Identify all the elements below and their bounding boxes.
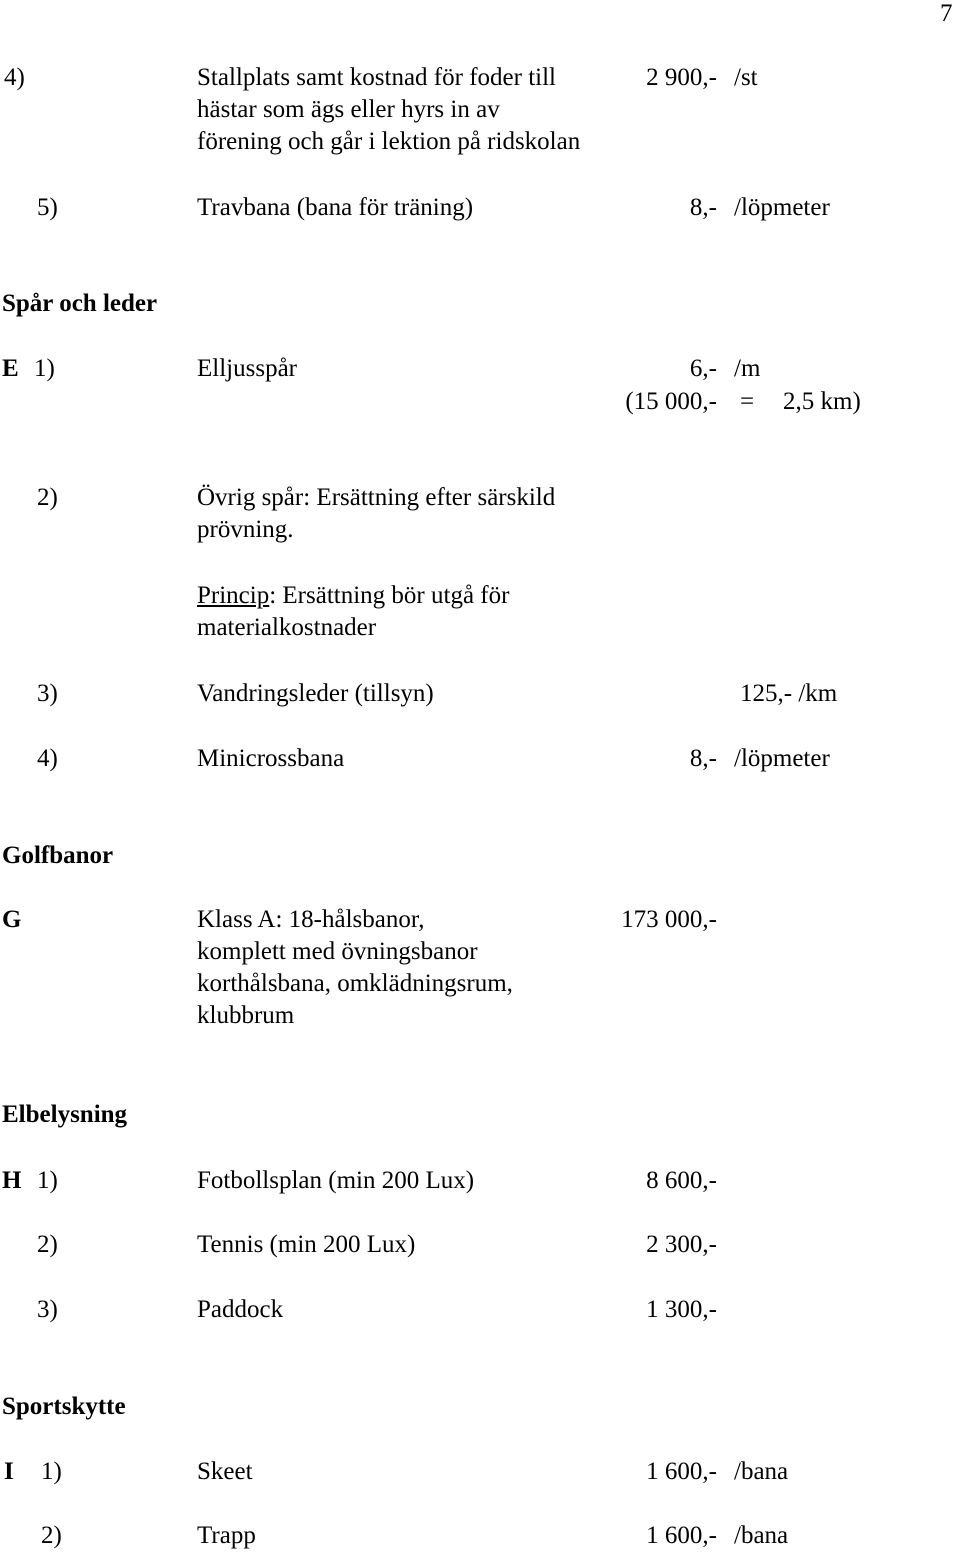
item-description: Vandringsleder (tillsyn) (197, 680, 434, 707)
principle-note (197, 580, 509, 644)
item-description: Elljusspår (197, 355, 297, 382)
section-letter: I (4, 1458, 14, 1485)
item-number: 4) (4, 64, 25, 91)
item-description: Trapp (197, 1522, 256, 1549)
item-number: 3) (37, 680, 58, 707)
note-amount: (15 000,- (625, 388, 717, 415)
section-heading: Spår och leder (2, 290, 158, 317)
description-line: hästar som ägs eller hyrs in av (197, 96, 500, 123)
item-number: 1) (41, 1458, 62, 1485)
item-amount: 8,- (689, 745, 717, 772)
item-amount: 8 600,- (646, 1167, 717, 1194)
item-number: 2) (41, 1522, 62, 1549)
item-number: 1) (37, 1167, 58, 1194)
page-number: 7 (940, 0, 953, 27)
item-number: 2) (37, 1231, 58, 1258)
item-description: Travbana (bana för träning) (197, 194, 474, 221)
item-description: Tennis (min 200 Lux) (197, 1231, 416, 1258)
item-amount: 173 000,- (621, 906, 717, 933)
note-equals: = (740, 388, 755, 415)
item-description: Skeet (197, 1458, 253, 1485)
principle-text: : Ersättning bör utgå för (269, 582, 510, 609)
item-amount: 1 600,- (646, 1458, 717, 1485)
section-letter: H (2, 1167, 22, 1194)
item-description (197, 482, 555, 546)
item-description: Paddock (197, 1296, 284, 1323)
item-description (197, 62, 580, 158)
item-amount: 1 300,- (646, 1296, 717, 1323)
item-amount: 2 900,- (646, 64, 717, 91)
item-number: 3) (37, 1296, 58, 1323)
principle-line (197, 580, 509, 612)
section-letter: E (2, 355, 19, 382)
item-unit: /löpmeter (734, 194, 830, 221)
item-amount: 1 600,- (646, 1522, 717, 1549)
principle-line-2: materialkostnader (197, 614, 377, 641)
item-amount: 8,- (689, 194, 717, 221)
item-number: 1) (34, 355, 55, 382)
item-amount-unit: 125,- /km (740, 680, 838, 707)
section-letter: G (2, 906, 22, 933)
item-number: 2) (37, 484, 58, 511)
item-unit: /bana (734, 1522, 789, 1549)
item-unit: /löpmeter (734, 745, 830, 772)
item-number: 4) (37, 745, 58, 772)
section-heading: Elbelysning (2, 1101, 128, 1128)
item-amount: 2 300,- (646, 1231, 717, 1258)
description-line: Klass A: 18-hålsbanor, (197, 906, 425, 933)
item-unit: /bana (734, 1458, 789, 1485)
item-description: Minicrossbana (197, 745, 345, 772)
item-unit: /st (734, 64, 758, 91)
item-number: 5) (37, 194, 58, 221)
description-line: klubbrum (197, 1002, 295, 1029)
item-unit: /m (734, 355, 761, 382)
principle-label: Princip (197, 582, 270, 609)
description-line: komplett med övningsbanor (197, 938, 478, 965)
note-unit: 2,5 km) (783, 388, 861, 415)
description-line: Övrig spår: Ersättning efter särskild (197, 484, 556, 511)
description-line: prövning. (197, 516, 294, 543)
section-heading: Golfbanor (2, 842, 114, 869)
description-line: Stallplats samt kostnad för foder till (197, 64, 556, 91)
section-heading: Sportskytte (2, 1393, 126, 1420)
item-description (197, 904, 513, 1032)
description-line: förening och går i lektion på ridskolan (197, 128, 581, 155)
item-description: Fotbollsplan (min 200 Lux) (197, 1167, 475, 1194)
description-line: korthålsbana, omklädningsrum, (197, 970, 513, 997)
item-amount: 6,- (689, 355, 717, 382)
